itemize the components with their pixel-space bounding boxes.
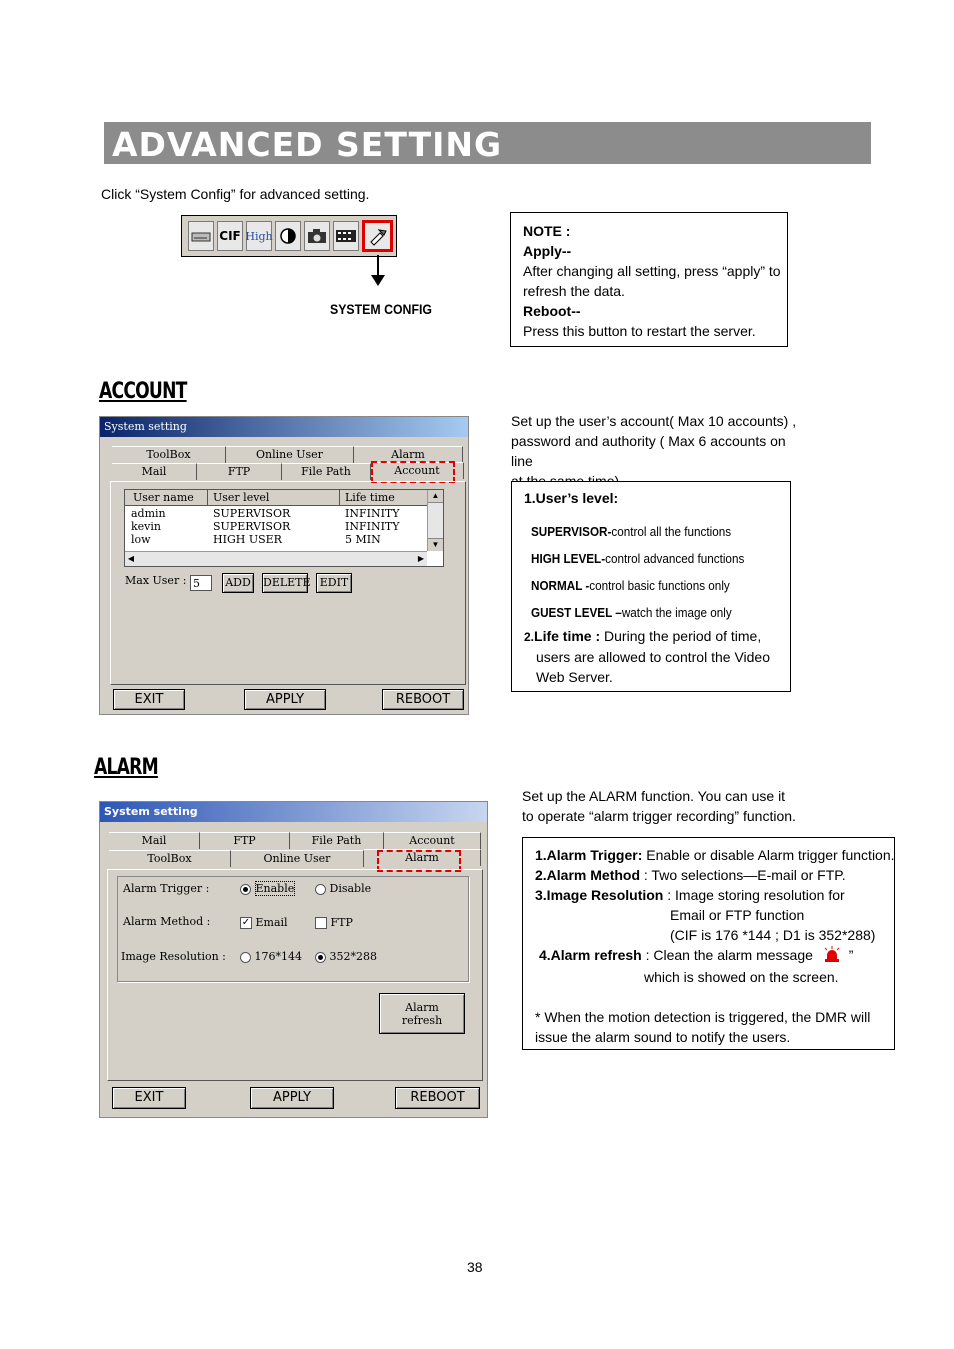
system-config-icon[interactable] xyxy=(362,220,393,252)
user-level-title: 1.User’s level: xyxy=(524,490,619,506)
alarm-heading: ALARM xyxy=(94,755,158,780)
window-title: System setting xyxy=(100,417,468,437)
note-box xyxy=(510,212,788,347)
level-item: NORMAL -control basic functions only xyxy=(531,578,730,593)
max-user-label: Max User : xyxy=(125,574,187,587)
exit-button[interactable]: EXIT xyxy=(112,1087,186,1109)
highlight-box xyxy=(371,461,455,483)
reboot-heading: Reboot-- xyxy=(523,303,581,319)
page-title-bar xyxy=(104,122,871,164)
apply-text-1: After changing all setting, press “apply” to xyxy=(523,263,781,279)
max-user-input[interactable]: 5 xyxy=(190,575,212,591)
enable-radio[interactable]: Enable xyxy=(240,882,295,895)
note-title: NOTE : xyxy=(523,223,571,239)
column-life-time[interactable]: Life time xyxy=(345,491,395,504)
alarm-info-box xyxy=(522,837,895,1050)
window-title: System setting xyxy=(100,802,487,822)
ftp-checkbox[interactable]: FTP xyxy=(315,916,353,929)
column-user-name[interactable]: User name xyxy=(133,491,194,504)
tab-online-user[interactable]: Online User xyxy=(231,850,364,867)
tab-mail[interactable]: Mail xyxy=(112,463,197,480)
scroll-right-icon[interactable]: ▶ xyxy=(417,554,425,563)
cif-button[interactable]: CIF xyxy=(217,221,243,251)
tab-file-path[interactable]: File Path xyxy=(290,832,384,849)
exit-button[interactable]: EXIT xyxy=(113,689,185,710)
alarm-desc-line: Set up the ALARM function. You can use it xyxy=(522,788,786,804)
tab-toolbox[interactable]: ToolBox xyxy=(112,446,226,463)
toolbar xyxy=(181,215,397,257)
disable-radio[interactable]: Disable xyxy=(315,882,371,895)
brightness-icon[interactable] xyxy=(275,221,301,251)
apply-button[interactable]: APPLY xyxy=(250,1087,334,1109)
add-button[interactable]: ADD xyxy=(222,573,254,593)
tab-ftp[interactable]: FTP xyxy=(197,463,282,480)
reboot-button[interactable]: REBOOT xyxy=(382,689,464,710)
high-quality-button[interactable]: High xyxy=(246,221,272,251)
account-description xyxy=(511,411,811,491)
account-desc-line: password and authority ( Max 6 accounts on line xyxy=(511,433,786,469)
apply-text-2: refresh the data. xyxy=(523,283,625,299)
list-header xyxy=(125,490,427,506)
column-user-level[interactable]: User level xyxy=(213,491,270,504)
apply-button[interactable]: APPLY xyxy=(244,689,326,710)
intro-text: Click “System Config” for advanced setting. xyxy=(101,186,370,202)
page-title: ADVANCED SETTING xyxy=(112,125,503,164)
horizontal-scrollbar[interactable] xyxy=(125,551,427,566)
tab-toolbox[interactable]: ToolBox xyxy=(109,850,231,867)
resolution-low-radio[interactable]: 176*144 xyxy=(240,950,302,963)
alarm-info-text: 1.Alarm Trigger: Enable or disable Alarm trigger function. 2.Alarm Method : Two selections—E-mail or FTP. 3.Image Resolution : Image storing resolution for Email or FTP function (CIF is 176 *144 ; D1 is 352*288) 4.Alarm refresh : Clean the alarm message ” which is showed on the screen. * When the motion detection is triggered, the DMR will issue the alarm sound to notify the users. xyxy=(535,847,895,1045)
account-window xyxy=(99,416,469,715)
tab-account[interactable]: Account xyxy=(384,832,481,849)
tab-account[interactable]: Account xyxy=(371,462,464,479)
level-item: GUEST LEVEL –watch the image only xyxy=(531,605,732,620)
alarm-refresh-button[interactable]: Alarm refresh xyxy=(379,993,465,1034)
edit-button[interactable]: EDIT xyxy=(316,573,352,593)
tab-file-path[interactable]: File Path xyxy=(282,463,371,480)
resolution-high-radio[interactable]: 352*288 xyxy=(315,950,377,963)
tab-mail[interactable]: Mail xyxy=(109,832,200,849)
alarm-window xyxy=(99,801,488,1118)
image-resolution-label: Image Resolution : xyxy=(121,950,226,963)
user-level-list xyxy=(531,518,792,626)
account-heading: ACCOUNT xyxy=(99,379,187,404)
page-number: 38 xyxy=(467,1259,483,1275)
alarm-description xyxy=(522,786,842,826)
reboot-button[interactable]: REBOOT xyxy=(395,1087,480,1109)
alarm-trigger-label: Alarm Trigger : xyxy=(123,882,210,895)
film-icon[interactable] xyxy=(333,221,359,251)
scroll-left-icon[interactable]: ◀ xyxy=(127,554,135,563)
hdd-icon[interactable] xyxy=(188,221,214,251)
level-item: SUPERVISOR-control all the functions xyxy=(531,524,732,539)
tab-alarm[interactable]: Alarm xyxy=(364,849,481,866)
alarm-siren-icon xyxy=(823,946,841,967)
arrow-down-icon xyxy=(368,255,388,287)
email-checkbox[interactable]: ✓ Email xyxy=(241,916,288,929)
scroll-down-icon[interactable]: ▼ xyxy=(428,538,443,551)
alarm-method-label: Alarm Method : xyxy=(123,915,211,928)
user-list[interactable]: User name User level Life time admin SUPERVISOR INFINITY kevin SUPERVISOR INFINITY low HIGH USER 5 MIN ▲ ▼ ◀ ▶ xyxy=(124,489,444,567)
tab-ftp[interactable]: FTP xyxy=(200,832,290,849)
user-level-box xyxy=(511,481,791,692)
life-time-text: 2.Life time : During the period of time, users are allowed to control the Video Web Server. xyxy=(524,628,770,685)
apply-heading: Apply-- xyxy=(523,243,572,259)
tab-online-user[interactable]: Online User xyxy=(226,446,354,463)
camera-icon[interactable] xyxy=(304,221,330,251)
vertical-scrollbar[interactable] xyxy=(427,490,443,551)
alarm-desc-line: to operate “alarm trigger recording” function. xyxy=(522,808,796,824)
level-item: HIGH LEVEL-control advanced functions xyxy=(531,551,745,566)
system-config-caption: SYSTEM CONFIG xyxy=(330,301,432,317)
reboot-text: Press this button to restart the server. xyxy=(523,323,756,339)
account-desc-line: Set up the user’s account( Max 10 accounts) , xyxy=(511,413,797,429)
delete-button[interactable]: DELETE xyxy=(262,573,308,593)
tab-alarm[interactable]: Alarm xyxy=(354,446,463,463)
scroll-up-icon[interactable]: ▲ xyxy=(428,490,443,503)
